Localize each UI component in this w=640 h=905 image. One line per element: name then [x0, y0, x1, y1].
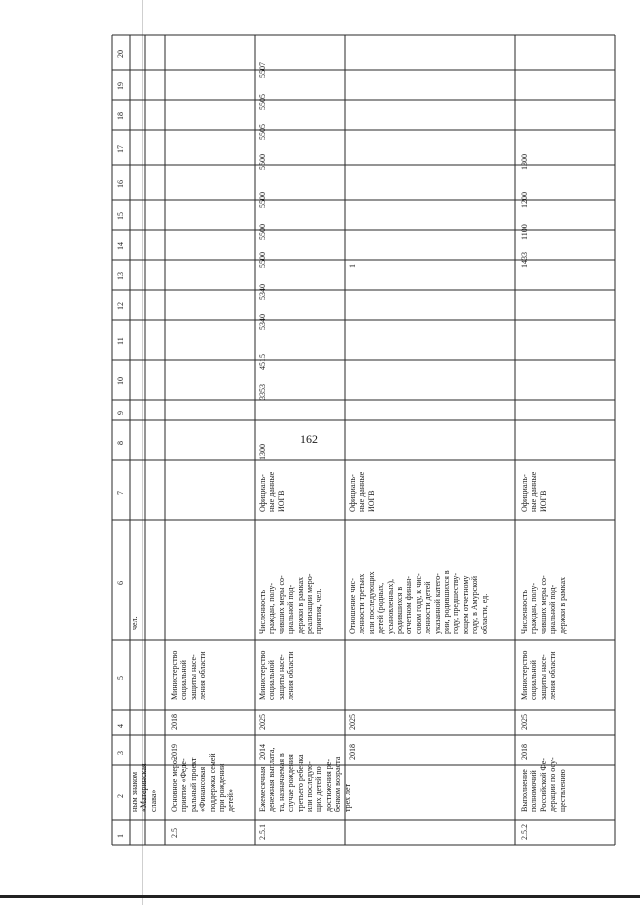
row-executor-line: защиты насе- [538, 654, 548, 700]
row-indicator-line: году, предшеству- [451, 572, 461, 634]
row-indicator-line: году, в Амурской [470, 575, 480, 634]
column-number-15: 15 [116, 212, 125, 220]
row-value: 5340 [258, 284, 267, 300]
column-number-12: 12 [116, 302, 125, 310]
column-number-17: 17 [116, 144, 125, 153]
row-executor-line: социальной [267, 660, 277, 700]
row-executor-line: социальной [179, 660, 189, 700]
row-executor-line: защиты насе- [188, 654, 198, 700]
row-name-line: трех лет [342, 783, 352, 812]
column-number-2: 2 [116, 793, 125, 798]
row-source-line: ные данные [357, 471, 367, 512]
row-executor-line: защиты насе- [276, 654, 286, 700]
row-source-line: Официаль- [258, 474, 267, 512]
row-indicator-line: ющем отчетному [460, 575, 470, 634]
row-indicator-line: совом году, к чис- [413, 573, 423, 634]
column-number-3: 3 [116, 751, 125, 755]
row-name-line: или последую- [305, 761, 314, 812]
row-start-year: 2018 [520, 744, 529, 760]
column-number-4: 4 [116, 723, 125, 728]
row-executor-line: ления области [548, 651, 558, 700]
row-executor-line: Министерство [170, 650, 179, 700]
row-indicator-line: области, ед. [479, 593, 489, 634]
row-end-year: 2025 [258, 714, 267, 730]
page-number: 162 [300, 432, 318, 446]
row-indicator-line: или последующих [366, 571, 376, 634]
row-indicator-line: чивших меры со- [276, 575, 286, 634]
row-end-year: 2025 [348, 714, 357, 730]
row-name-line: «Финансовая [198, 766, 208, 812]
column-number-18: 18 [116, 112, 125, 120]
row-indicator-line: граждан, полу- [267, 582, 277, 634]
column-number-11: 11 [116, 337, 125, 345]
row-executor-line: социальной [529, 660, 539, 700]
row-number: 2.5.2 [520, 824, 529, 840]
row-name-line: щих детей по [314, 766, 324, 812]
row-indicator-line: граждан, полу- [529, 582, 539, 634]
row-name-line: Ежемесячная [258, 766, 267, 812]
row-value: 1 [348, 264, 357, 268]
row-name-line: случае рождения [286, 754, 296, 812]
row-name-line: при рождении [217, 763, 226, 812]
row-name-line: достижения ре- [323, 758, 333, 812]
row-value: 1433 [520, 252, 529, 268]
row-value: 1100 [520, 224, 529, 240]
row-start-year: 2019 [170, 744, 179, 760]
row-name-line: Российской Фе- [538, 758, 548, 812]
column-number-19: 19 [116, 82, 125, 90]
row-number: 2.5.1 [258, 824, 267, 840]
row-value: 5500 [258, 252, 267, 268]
row-number: 2.5 [170, 828, 179, 838]
row-value: 1200 [520, 192, 529, 208]
row-start-year: 2018 [348, 744, 357, 760]
row-indicator-line: отчетном финан- [404, 576, 414, 634]
row-indicator-line: детей (родных, [376, 582, 386, 634]
row-name-line: бенком возраста [333, 756, 343, 812]
row-indicator-line: держки в рамках [295, 576, 305, 634]
row-name-line: третьего ребенка [295, 754, 305, 812]
row-indicator-line: Численность [258, 589, 267, 634]
scan-edge [0, 895, 640, 898]
row-name-line: полномочий [529, 770, 539, 812]
row-indicator-line: чел. [130, 616, 139, 630]
row-value: 3353 [258, 384, 267, 400]
row-name-line: поддержка семей [207, 753, 217, 812]
row-indicator-line: циальной под- [548, 584, 558, 634]
row-value: 5505 [258, 94, 267, 110]
row-value: 5507 [258, 62, 267, 78]
row-name-line: ществлению [557, 769, 567, 812]
row-name-line: «Материнская [139, 763, 149, 812]
row-executor-line: Министерство [258, 650, 267, 700]
row-indicator-line: реализации меро- [305, 573, 314, 634]
row-name-line: приятие «Феде- [179, 758, 189, 812]
row-value: 5340 [258, 314, 267, 330]
row-source-line: ИОГВ [538, 490, 548, 512]
row-value: 1300 [520, 154, 529, 170]
row-source-line: ИОГВ [276, 490, 286, 512]
row-source-line: Официаль- [348, 474, 357, 512]
row-name-line: ральный проект [188, 757, 198, 812]
row-executor-line: ления области [198, 651, 208, 700]
row-name-line: Основное меро- [170, 757, 179, 812]
row-source-line: ные данные [267, 471, 277, 512]
column-number-14: 14 [116, 242, 125, 250]
row-name-line: денежная выплата, [267, 747, 277, 812]
row-executor-line: ления области [286, 651, 296, 700]
row-source-line: ИОГВ [366, 490, 376, 512]
row-name-line: слава» [148, 789, 158, 812]
row-source-line: Официаль- [520, 474, 529, 512]
row-value: 1300 [258, 444, 267, 460]
row-name-line: Выполнение [520, 769, 529, 812]
column-number-6: 6 [116, 581, 125, 585]
row-source-line: ные данные [529, 471, 539, 512]
row-indicator-line: рии, родившихся в [442, 570, 451, 634]
row-value: 5500 [258, 154, 267, 170]
column-number-7: 7 [116, 491, 125, 495]
row-indicator-line: ленности детей [423, 581, 433, 634]
row-indicator-line: родившихся в [395, 586, 404, 634]
row-name-line: дерации по осу- [548, 757, 558, 812]
column-number-13: 13 [116, 272, 125, 280]
row-indicator-line: усыновленных), [385, 578, 395, 634]
row-indicator-line: циальной под- [286, 584, 296, 634]
column-number-8: 8 [116, 441, 125, 445]
row-name-line: ным знаком [130, 771, 139, 812]
row-value: 4515 [258, 354, 267, 370]
column-number-20: 20 [116, 49, 125, 58]
row-indicator-line: указанной катего- [432, 573, 442, 634]
column-number-16: 16 [116, 179, 125, 188]
row-end-year: 2018 [170, 714, 179, 730]
row-end-year: 2025 [520, 714, 529, 730]
row-indicator-line: Отношение чис- [348, 578, 357, 634]
row-indicator-line: чивших меры со- [538, 575, 548, 634]
column-number-9: 9 [116, 411, 125, 415]
row-indicator-line: приятия, чел. [314, 588, 324, 634]
row-indicator-line: держки в рамках [557, 576, 567, 634]
row-value: 5500 [258, 224, 267, 240]
row-indicator-line: ленности третьих [357, 573, 367, 634]
row-name-line: та, назначаемая в [276, 753, 286, 812]
row-indicator-line: Численность [520, 589, 529, 634]
column-number-10: 10 [116, 377, 125, 385]
row-name-line: детей» [226, 789, 236, 812]
row-executor-line: Министерство [520, 650, 529, 700]
column-number-5: 5 [116, 676, 125, 680]
column-number-1: 1 [116, 833, 125, 838]
row-value: 5500 [258, 192, 267, 208]
row-value: 5505 [258, 124, 267, 140]
row-start-year: 2014 [258, 744, 267, 760]
